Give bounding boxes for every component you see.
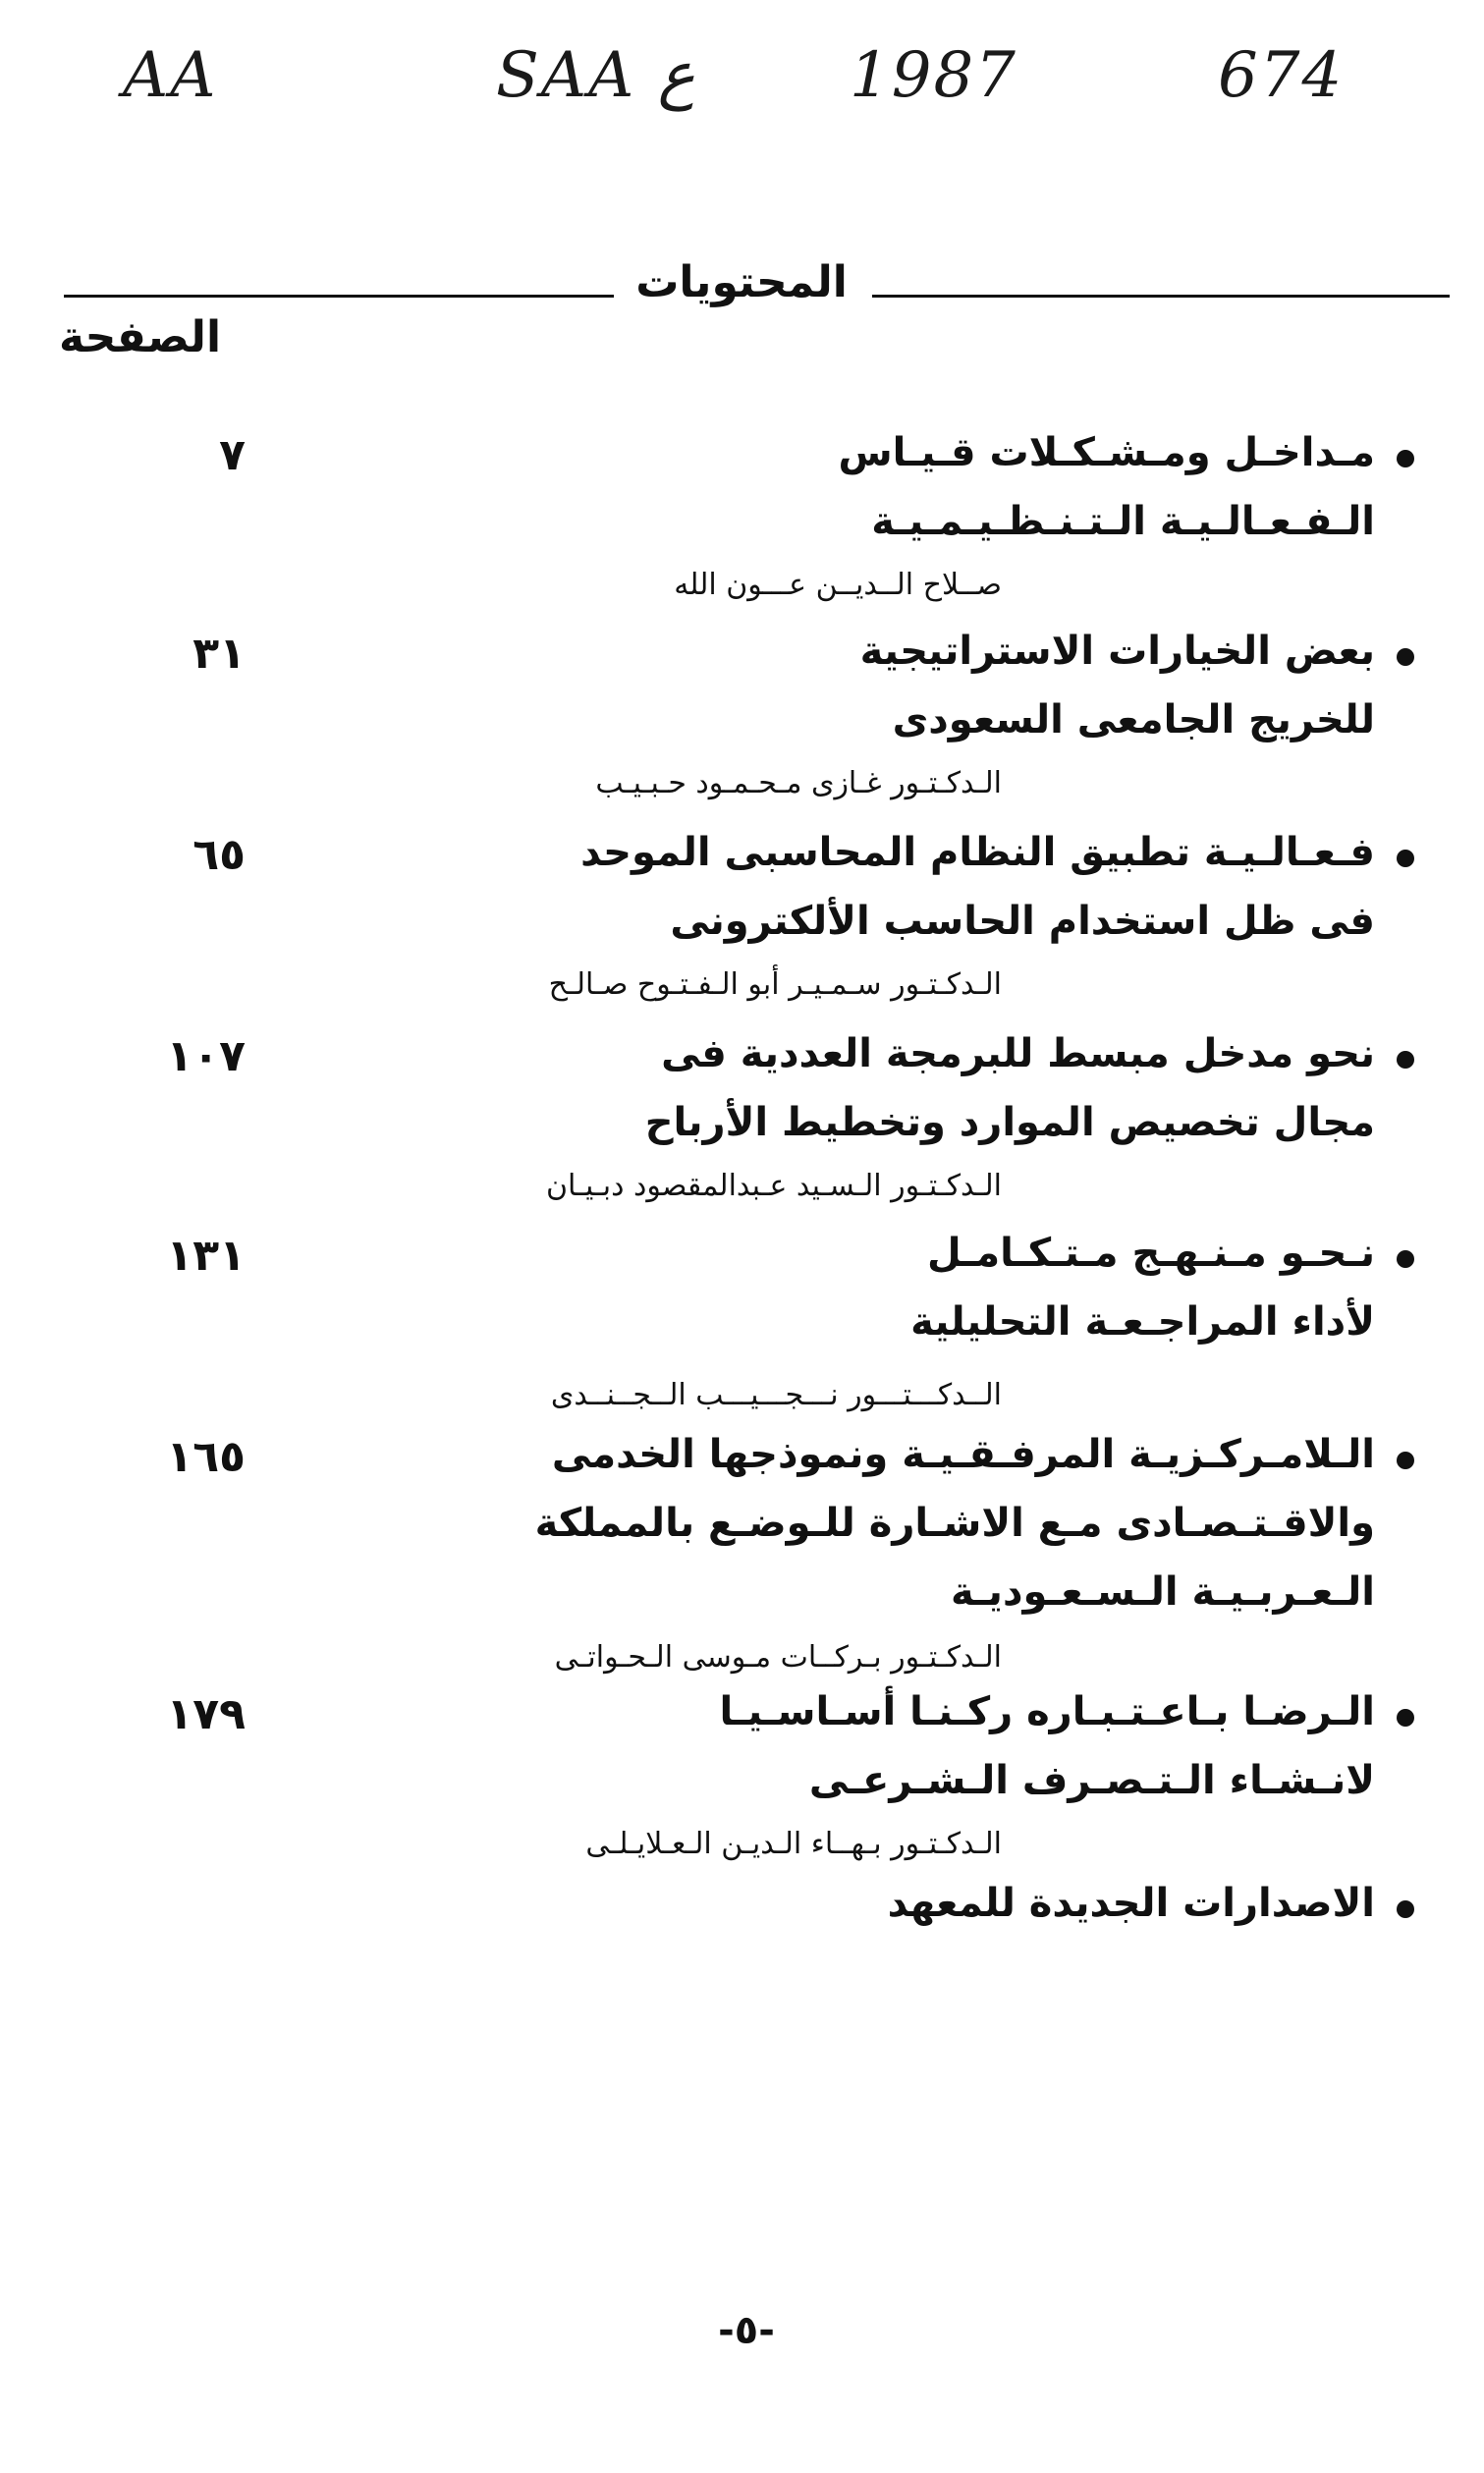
page-column-header: الصفحة — [59, 312, 222, 362]
entry-title-line: لانـشـاء الـتـصـرف الـشـرعـى — [808, 1758, 1375, 1803]
entry-title-line: الـلامـركـزيـة المرفـقـيـة ونموذجها الخدمى — [551, 1432, 1375, 1477]
entry-title-line: فى ظل استخدام الحاسب الألكترونى — [670, 899, 1375, 944]
contents-title: المحتويات — [635, 257, 848, 307]
bullet-icon — [1397, 1900, 1414, 1918]
entry-title-line: بعض الخيارات الاستراتيجية — [859, 629, 1375, 674]
entry-author: الـدكـتـور بـركــات مـوسى الـحـواتـى — [554, 1640, 1002, 1675]
header-rule-left — [64, 295, 614, 298]
entry-author: الـدكـتـور الـسـيد عـبدالمقصود دبـيـان — [545, 1169, 1002, 1203]
bullet-icon — [1397, 648, 1414, 666]
entry-title-line: مجال تخصيص الموارد وتخطيط الأرباح — [644, 1100, 1375, 1145]
entry-author: الــدكـــتـــور نـــجـــيـــب الــجــنــدى — [550, 1378, 1002, 1412]
entry-title-line: والاقـتـصـادى مـع الاشـارة للـوضـع بالمملكة — [534, 1501, 1375, 1546]
entry-author: الـدكـتـور بـهــاء الـديـن الـعـلايـلـى — [585, 1827, 1002, 1861]
bullet-icon — [1397, 850, 1414, 867]
bullet-icon — [1397, 1452, 1414, 1469]
bullet-icon — [1397, 1709, 1414, 1727]
entry-page-number: ٧ — [219, 430, 246, 480]
header-rule-right — [872, 295, 1450, 298]
entry-page-number: ١٣١ — [166, 1231, 246, 1281]
entry-page-number: ١٦٥ — [166, 1432, 246, 1482]
entry-page-number: ١٠٧ — [166, 1031, 246, 1081]
entry-title-line: الاصدارات الجديدة للمعهد — [887, 1881, 1375, 1926]
handwritten-number: 674 — [1218, 39, 1345, 112]
entry-title-line: لأداء المراجـعـة التحليلية — [910, 1299, 1375, 1345]
entry-page-number: ٦٥ — [192, 830, 246, 880]
entry-author: الـدكـتـور سـمـيـر أبو الـفـتـوح صـالـح — [548, 967, 1002, 1002]
entry-title-line: نحو مدخل مبسط للبرمجة العددية فى — [661, 1031, 1375, 1076]
entry-page-number: ٣١ — [192, 629, 246, 679]
entry-title-line: مـداخـل ومـشـكـلات قـيـاس — [838, 430, 1375, 475]
handwritten-mark: AA — [123, 39, 218, 112]
entry-title-line: للخريج الجامعى السعودى — [892, 697, 1375, 742]
handwritten-year: 1987 — [850, 39, 1017, 112]
entry-title-line: الـفـعـالـيـة الـتـنـظـيـمـيـة — [871, 499, 1375, 544]
entry-title-line: الـعـربـيـة الـسـعـوديـة — [951, 1569, 1375, 1615]
entry-title-line: نـحـو مـنـهـج مـتـكـامـل — [927, 1231, 1375, 1276]
bullet-icon — [1397, 450, 1414, 467]
bullet-icon — [1397, 1051, 1414, 1069]
entry-title-line: الـرضـا بـاعـتـبـاره ركـنـا أسـاسـيـا — [719, 1689, 1375, 1734]
entry-author: الـدكـتـور غـازى مـحـمـود حـبـيـب — [595, 766, 1002, 800]
handwritten-mark: SAA ع — [496, 39, 695, 112]
entry-page-number: ١٧٩ — [166, 1689, 246, 1739]
bullet-icon — [1397, 1250, 1414, 1268]
entry-author: صــلاح الــديــن عـــون الله — [674, 568, 1002, 602]
entry-title-line: فـعـالـيـة تطبيق النظام المحاسبى الموحد — [580, 830, 1375, 875]
footer-page-number: -٥- — [718, 2308, 775, 2353]
